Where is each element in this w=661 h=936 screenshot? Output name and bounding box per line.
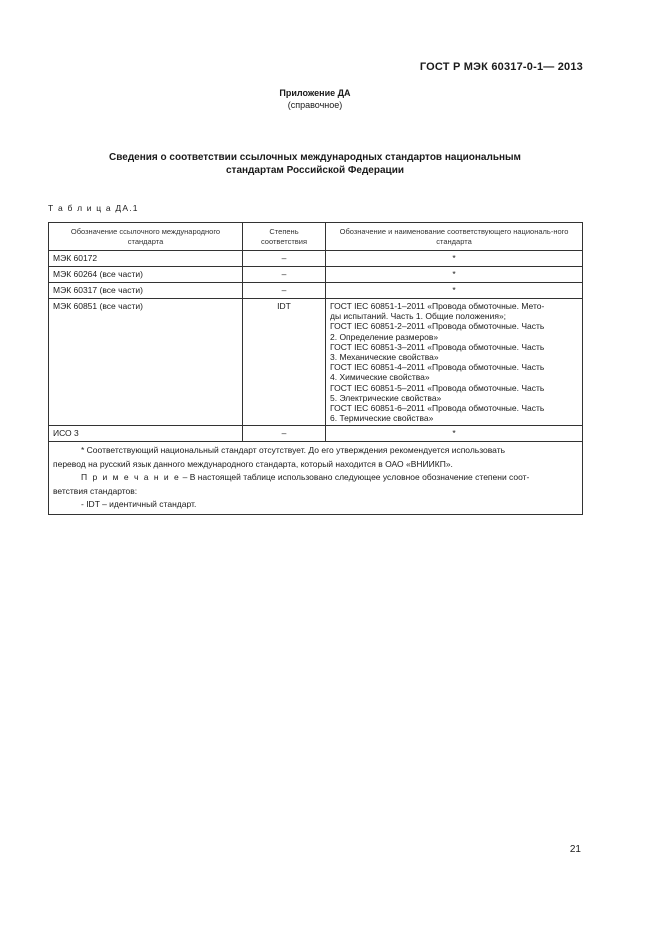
header-cell-degree: Степень соответствия: [243, 223, 326, 251]
section-title: [40, 151, 590, 177]
cell-standard: МЭК 60317 (все части): [49, 283, 243, 299]
gost-line: ГОСТ IEC 60851-2–2011 «Провода обмоточные. Часть: [330, 321, 545, 332]
cell-degree: –: [243, 426, 326, 442]
page-number: 21: [569, 844, 581, 855]
gost-line: 2. Определение размеров»: [330, 331, 439, 342]
note-line: [53, 471, 578, 485]
cell-standard: МЭК 60851 (все части): [49, 299, 243, 426]
footnote-line: * Соответствующий национальный стандарт отсутствует. До его утверждения рекомендуется использовать: [81, 445, 506, 456]
gost-line: 4. Химические свойства»: [330, 372, 430, 383]
document-code: ГОСТ Р МЭК 60317-0-1— 2013: [419, 61, 583, 73]
cell-standard: МЭК 60264 (все части): [49, 267, 243, 283]
idt-definition: - IDT – идентичный стандарт.: [81, 499, 197, 510]
cell-national: *: [326, 283, 583, 299]
footnote-line: перевод на русский язык данного международного стандарта, который находится в ОАО «ВНИИКП».: [53, 458, 453, 469]
table-notes: [49, 442, 583, 515]
table-caption: Т а б л и ц а ДА.1: [48, 203, 139, 213]
cell-degree: IDT: [243, 299, 326, 426]
note-label: П р и м е ч а н и е: [81, 472, 181, 483]
cell-standard: МЭК 60172: [49, 251, 243, 267]
cell-national-gost-list: [326, 299, 583, 426]
section-title-line: стандартам Российской Федерации: [226, 165, 404, 176]
annex-heading: [0, 87, 630, 111]
cell-degree: –: [243, 283, 326, 299]
gost-line: ГОСТ IEC 60851-3–2011 «Провода обмоточные. Часть: [330, 341, 545, 352]
gost-line: 3. Механические свойства»: [330, 352, 439, 363]
gost-line: 6. Термические свойства»: [330, 413, 434, 424]
table-row: [49, 299, 583, 426]
table-header-row: [49, 223, 583, 251]
annex-subtitle: (справочное): [287, 100, 343, 110]
gost-line: 5. Электрические свойства»: [330, 392, 442, 403]
table-row: [49, 283, 583, 299]
section-title-line: Сведения о соответствии ссылочных международных стандартов национальным: [109, 152, 521, 163]
table-row: [49, 267, 583, 283]
cell-national: *: [326, 267, 583, 283]
header-cell-national: Обозначение и наименование соответствующего националь-ного стандарта: [326, 223, 583, 251]
gost-line: ГОСТ IEC 60851-6–2011 «Провода обмоточные. Часть: [330, 403, 545, 414]
note-text: – В настоящей таблице использовано следующее условное обозначение степени соот-: [180, 472, 530, 483]
gost-line: ГОСТ IEC 60851-1–2011 «Провода обмоточные. Мето-: [330, 301, 545, 311]
table-row: [49, 426, 583, 442]
gost-line: ды испытаний. Часть 1. Общие положения»;: [330, 311, 507, 322]
gost-line: ГОСТ IEC 60851-4–2011 «Провода обмоточные. Часть: [330, 362, 545, 373]
note-line: ветствия стандартов:: [53, 485, 138, 496]
annex-title: Приложение ДА: [279, 88, 351, 98]
cell-national: *: [326, 251, 583, 267]
cell-standard: ИСО 3: [49, 426, 243, 442]
correspondence-table: [48, 222, 583, 515]
cell-degree: –: [243, 251, 326, 267]
cell-national: *: [326, 426, 583, 442]
header-cell-standard: Обозначение ссылочного международного стандарта: [49, 223, 243, 251]
cell-degree: –: [243, 267, 326, 283]
table-notes-row: [49, 442, 583, 515]
table-row: [49, 251, 583, 267]
gost-line: ГОСТ IEC 60851-5–2011 «Провода обмоточные. Часть: [330, 382, 545, 393]
